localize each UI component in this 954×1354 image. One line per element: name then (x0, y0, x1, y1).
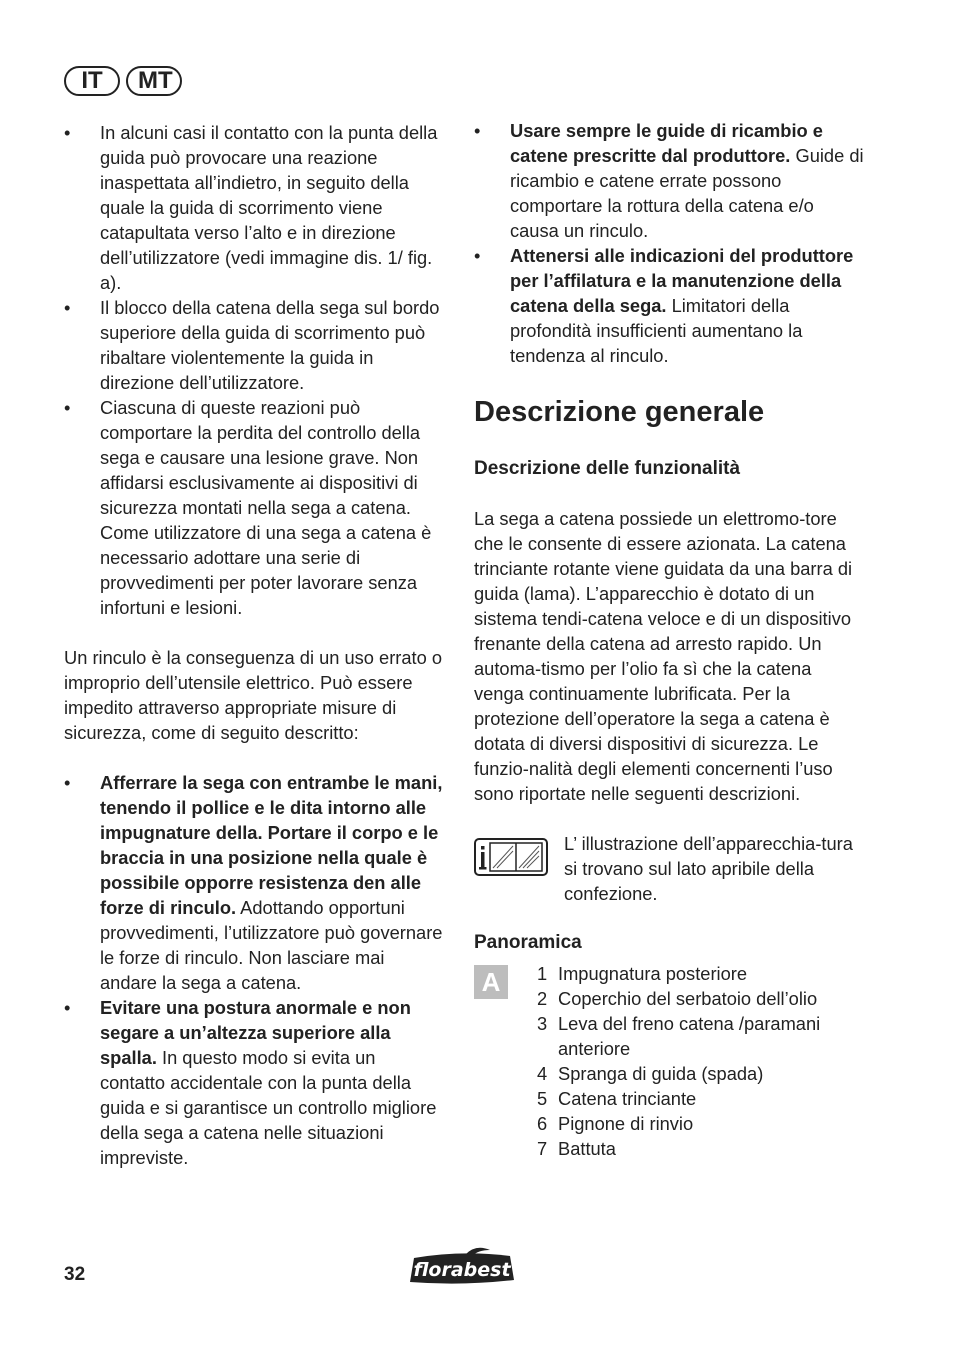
subsection-title-overview: Panoramica (474, 932, 582, 953)
part-label: Leva del freno catena /paramani anteriore (558, 1013, 821, 1059)
warning-list-3 (474, 118, 864, 368)
lang-it-badge: IT (64, 66, 120, 96)
page-number: 32 (64, 1264, 86, 1285)
part-number: 7 (537, 1138, 548, 1159)
list-item (537, 961, 864, 986)
list-item (474, 243, 864, 368)
part-label: Spranga di guida (spada) (558, 1063, 764, 1084)
list-item-bold: Afferrare la sega con entrambe le mani, tenendo il pollice e le dita intorno alle impugnature della. Portare il corpo e le braccia in una posizione nella quale è possibile opporre resistenza den alle forze di rinculo. (100, 772, 443, 918)
warning-list-1 (64, 120, 444, 620)
kickback-paragraph: Un rinculo è la conseguenza di un uso errato o improprio dell’utensile elettrico. Può essere impedito attraverso appropriate misure di sicurezza, come di seguito descritto: (64, 647, 443, 743)
part-number: 6 (537, 1113, 548, 1134)
info-text: L’ illustrazione dell’apparecchia-tura si trovano sul lato apribile della confezione. (564, 833, 853, 904)
list-item (537, 1061, 864, 1086)
list-item: • In alcuni casi il contatto con la punta della guida può provocare una reazione inaspettata all’indietro, in seguito della quale la guida di scorrimento viene catapultata verso l’alto e in direzione dell’utilizzatore (vedi immagine dis. 1/ fig. a). (64, 120, 444, 295)
part-number: 2 (537, 988, 548, 1009)
part-label: Pignone di rinvio (558, 1113, 694, 1134)
list-item-bold: Evitare una postura anormale e non segare a un’altezza superiore alla spalla. (100, 997, 411, 1068)
lang-mt-badge: MT (126, 66, 182, 96)
list-item-bold: Usare sempre le guide di ricambio e catene prescritte dal produttore. (510, 120, 823, 166)
list-item-bold: Attenersi alle indicazioni del produttore per l’affilatura e la manutenzione della catena della sega. (510, 245, 854, 316)
list-item-text: Limitatori della profondità insufficienti aumentano la tendenza al rinculo. (510, 295, 803, 366)
part-label: Coperchio del serbatoio dell’olio (558, 988, 818, 1009)
overview-block (474, 961, 864, 1161)
list-item: • Ciascuna di queste reazioni può comportare la perdita del controllo della sega e causare una lesione grave. Non affidarsi esclusivamente ai dispositivi di sicurezza montati nella sega a catena. Come utilizzatore di una sega a catena è necessario adottare una serie di provvedimenti per poter lavorare senza infortuni e lesioni. (64, 395, 444, 620)
list-item (537, 1086, 864, 1111)
list-item-text: Guide di ricambio e catene errate possono comportare la rottura della catena e/o causa un rinculo. (510, 145, 864, 241)
list-item (537, 1111, 864, 1136)
warning-list-2 (64, 770, 444, 1170)
right-column (474, 118, 864, 1161)
florabest-logo (406, 1246, 518, 1288)
parts-list (537, 961, 864, 1161)
part-number: 3 (537, 1013, 548, 1034)
figure-a-badge: A (474, 965, 508, 999)
list-item (537, 986, 864, 1011)
part-label: Catena trinciante (558, 1088, 697, 1109)
left-column (64, 120, 444, 1170)
subsection-title-functions: Descrizione delle funzionalità (474, 458, 741, 479)
part-label: Battuta (558, 1138, 616, 1159)
list-item-text: Adottando opportuni provvedimenti, l’utilizzatore può governare le forze di rinculo. Non lasciare mai andare la sega a catena. (100, 897, 443, 993)
list-item: • Il blocco della catena della sega sul bordo superiore della guida di scorrimento può ribaltare violentemente la guida in direzione dell’utilizzatore. (64, 295, 444, 395)
list-item-text: In questo modo si evita un contatto accidentale con la punta della guida e si garantisce un controllo migliore della sega a catena nelle situazioni impreviste. (100, 1047, 437, 1168)
svg-text:florabest: florabest (413, 1259, 511, 1281)
info-note (474, 831, 864, 906)
list-item (64, 770, 444, 995)
list-item (474, 118, 864, 243)
list-item (64, 995, 444, 1170)
part-number: 1 (537, 963, 548, 984)
language-badges (64, 66, 182, 96)
part-number: 4 (537, 1063, 548, 1084)
functions-paragraph: La sega a catena possiede un elettromo-tore che le consente di essere azionata. La catena trinciante rotante viene guidata da una barra di guida (lama). L’apparecchio è dotato di un sistema tendi-catena veloce e di un dispositivo frenante della catena ad arresto rapido. Un automa-tismo per l’olio fa sì che la catena venga continuamente lubrificata. Per la protezione dell’operatore la sega a catena è dotata di diversi dispositivi di sicurezza. Le funzio-nalità degli elementi concernenti l’uso sono riportate nelle seguenti descrizioni. (474, 508, 853, 804)
part-number: 5 (537, 1088, 548, 1109)
info-book-icon (474, 838, 548, 876)
part-label: Impugnatura posteriore (558, 963, 748, 984)
list-item (537, 1136, 864, 1161)
list-item (537, 1011, 864, 1061)
section-title: Descrizione generale (474, 396, 765, 428)
